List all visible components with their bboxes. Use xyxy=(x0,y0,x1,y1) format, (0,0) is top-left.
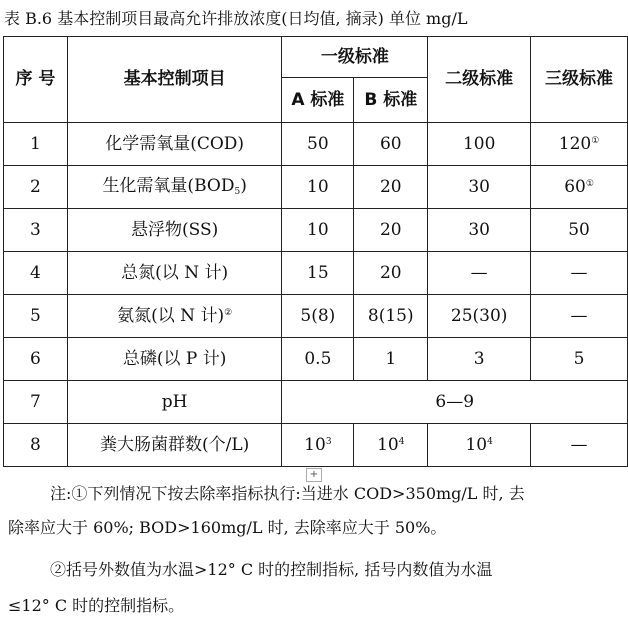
exponent: 4 xyxy=(398,436,405,447)
row-g3: — xyxy=(531,295,628,338)
note-line-4: ≤12° C 时的控制指标。 xyxy=(8,596,185,615)
row-no: 1 xyxy=(4,123,68,166)
table-caption: 表 B.6 基本控制项目最高允许排放浓度(日均值, 摘录) 单位 mg/L xyxy=(4,9,468,28)
row-no: 8 xyxy=(4,424,68,467)
header-item: 基本控制项目 xyxy=(67,37,282,123)
base: 10 xyxy=(304,434,326,455)
row-g3 xyxy=(531,166,628,209)
row-g3: — xyxy=(531,252,628,295)
row-no: 7 xyxy=(4,381,68,424)
row-b: 20 xyxy=(354,166,428,209)
row-a xyxy=(282,424,354,467)
table-row xyxy=(4,209,628,252)
base: 10 xyxy=(465,434,488,455)
table-row xyxy=(4,166,628,209)
row-g2 xyxy=(428,424,531,467)
footnote-mark: ② xyxy=(224,307,233,318)
header-row-1 xyxy=(4,37,628,78)
header-seq: 序 号 xyxy=(4,37,68,123)
row-a: 10 xyxy=(282,166,354,209)
header-grade1a: A 标准 xyxy=(282,78,354,123)
row-g2: 30 xyxy=(428,166,531,209)
g3-value: 60 xyxy=(564,176,586,197)
row-g2: 25(30) xyxy=(428,295,531,338)
row-a: 50 xyxy=(282,123,354,166)
row-g3 xyxy=(531,123,628,166)
note-line-2: 除率应大于 60%; BOD>160mg/L 时, 去除率应大于 50%。 xyxy=(8,518,447,537)
row-item: 总磷(以 P 计) xyxy=(67,338,282,381)
row-g2: 100 xyxy=(428,123,531,166)
item-pre: 生化需氧量(BOD xyxy=(102,175,235,196)
header-grade1: 一级标准 xyxy=(282,37,428,78)
row-item: 总氮(以 N 计) xyxy=(67,252,282,295)
g3-value: 120 xyxy=(558,133,592,154)
row-b: 1 xyxy=(354,338,428,381)
row-no: 4 xyxy=(4,252,68,295)
row-b: 20 xyxy=(354,209,428,252)
row-g3: 50 xyxy=(531,209,628,252)
row-no: 5 xyxy=(4,295,68,338)
table-row xyxy=(4,381,628,424)
exponent: 3 xyxy=(325,436,332,447)
note-line-3: ②括号外数值为水温>12° C 时的控制指标, 括号内数值为水温 xyxy=(50,560,493,579)
row-b: 8(15) xyxy=(354,295,428,338)
table-resize-handle[interactable]: + xyxy=(306,468,322,482)
row-a: 10 xyxy=(282,209,354,252)
row-g3: 5 xyxy=(531,338,628,381)
row-g2: 30 xyxy=(428,209,531,252)
row-g3: — xyxy=(531,424,628,467)
row-item: 化学需氧量(COD) xyxy=(67,123,282,166)
footnote-mark: ① xyxy=(591,135,600,146)
row-item: 悬浮物(SS) xyxy=(67,209,282,252)
header-grade1b: B 标准 xyxy=(354,78,428,123)
row-item xyxy=(67,295,282,338)
table-row xyxy=(4,295,628,338)
row-a: 0.5 xyxy=(282,338,354,381)
table-row xyxy=(4,424,628,467)
note-line-1: 注:①下列情况下按去除率指标执行:当进水 COD>350mg/L 时, 去 xyxy=(50,484,525,503)
row-no: 2 xyxy=(4,166,68,209)
row-a: 5(8) xyxy=(282,295,354,338)
row-item: 粪大肠菌群数(个/L) xyxy=(67,424,282,467)
table-row xyxy=(4,252,628,295)
row-item xyxy=(67,166,282,209)
header-grade2: 二级标准 xyxy=(428,37,531,123)
table-row xyxy=(4,338,628,381)
row-b xyxy=(354,424,428,467)
row-item: pH xyxy=(67,381,282,424)
row-a: 15 xyxy=(282,252,354,295)
row-no: 6 xyxy=(4,338,68,381)
table-row xyxy=(4,123,628,166)
row-no: 3 xyxy=(4,209,68,252)
row-g2: 3 xyxy=(428,338,531,381)
row-g2: — xyxy=(428,252,531,295)
emission-standards-table xyxy=(3,36,628,467)
row-merged-value: 6—9 xyxy=(282,381,628,424)
row-b: 60 xyxy=(354,123,428,166)
item-post: ) xyxy=(240,175,247,196)
item-sub: 5 xyxy=(234,186,241,197)
row-b: 20 xyxy=(354,252,428,295)
base: 10 xyxy=(377,434,399,455)
exponent: 4 xyxy=(487,436,493,447)
item-text: 氨氮(以 N 计) xyxy=(117,305,225,326)
header-grade3: 三级标准 xyxy=(531,37,628,123)
footnote-mark: ① xyxy=(585,178,594,189)
